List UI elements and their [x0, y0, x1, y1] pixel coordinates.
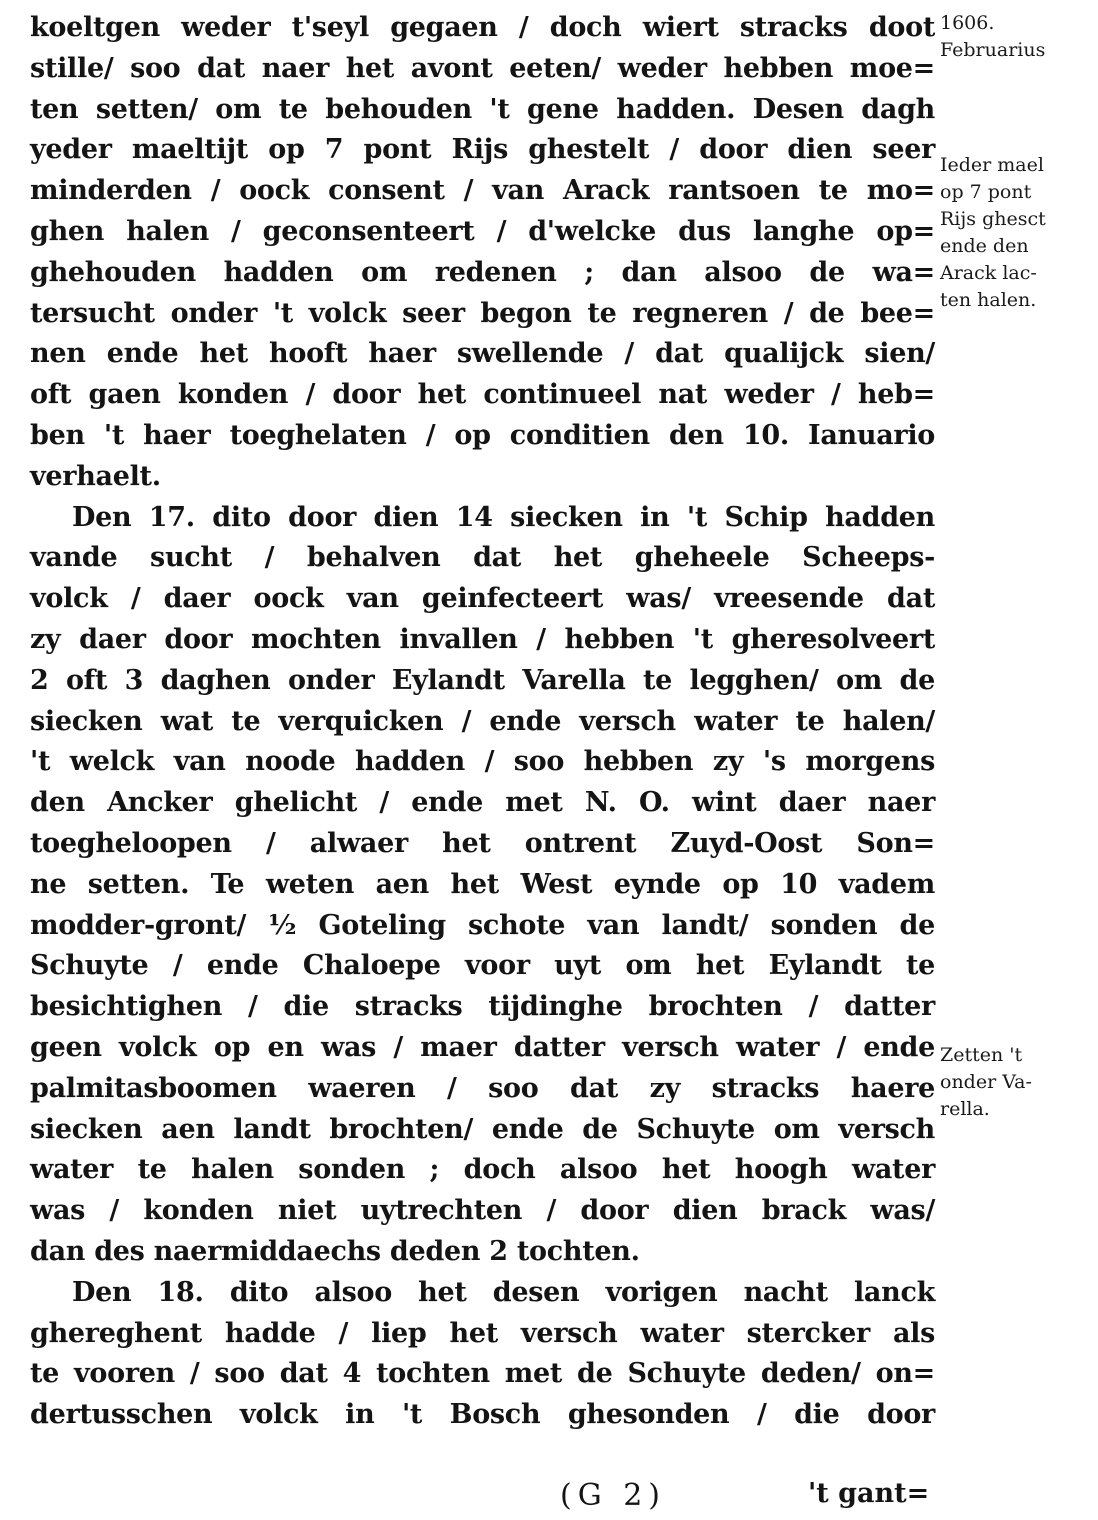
text-line: toegheloopen / alwaer het ontrent Zuyd-Oost Son=	[30, 827, 935, 859]
text-line: dan des naermiddaechs deden 2 tochten.	[30, 1235, 640, 1267]
text-line: Schuyte / ende Chaloepe voor uyt om het Eylandt te	[30, 950, 935, 982]
text-line: nen ende het hooft haer swellende / dat qualijck sien/	[30, 338, 935, 370]
text-line: verhaelt.	[30, 460, 161, 492]
text-line: tersucht onder 't volck seer begon te regneren / de bee=	[30, 297, 935, 329]
text-line: geen volck op en was / maer datter versch water / ende	[30, 1031, 935, 1063]
paragraph-start-line: Den 17. dito door dien 14 siecken in 't Schip hadden	[72, 501, 935, 533]
text-line: oft gaen konden / door het continueel nat weder / heb=	[30, 379, 935, 411]
signature-mark: (G 2)	[560, 1478, 666, 1513]
text-line: ten setten/ om te behouden 't gene hadden. Desen dagh	[30, 93, 935, 125]
text-line: den Ancker ghelicht / ende met N. O. wint daer naer	[30, 787, 935, 819]
text-line: water te halen sonden ; doch alsoo het hoogh water	[30, 1154, 935, 1186]
margin-note-line: Rijs ghesct	[940, 208, 1046, 230]
text-line: 2 oft 3 daghen onder Eylandt Varella te legghen/ om de	[30, 664, 935, 696]
text-line: te vooren / soo dat 4 tochten met de Schuyte deden/ on=	[30, 1358, 935, 1390]
text-line: palmitasboomen waeren / soo dat zy stracks haere	[30, 1072, 935, 1104]
margin-note-rice-ration	[940, 152, 1090, 314]
text-line: besichtighen / die stracks tijdinghe brochten / datter	[30, 991, 935, 1023]
text-line: was / konden niet uytrechten / door dien brack was/	[30, 1195, 935, 1227]
paragraph-start-line: Den 18. dito alsoo het desen vorigen nacht lanck	[72, 1276, 935, 1308]
margin-note-line: 1606.	[940, 12, 995, 34]
text-line: minderden / oock consent / van Arack rantsoen te mo=	[30, 175, 935, 207]
margin-note-line: Ieder mael	[940, 154, 1044, 176]
margin-note-line: Zetten 't	[940, 1044, 1023, 1066]
margin-note-varella	[940, 1042, 1090, 1123]
text-line: ghereghent hadde / liep het versch water stercker als	[30, 1317, 935, 1349]
catchword: 't gant=	[808, 1478, 930, 1509]
margin-note-line: ten halen.	[940, 289, 1037, 311]
text-line: volck / daer oock van geinfecteert was/ vreesende dat	[30, 583, 935, 615]
text-line: modder-gront/ ½ Goteling schote van landt/ sonden de	[30, 909, 935, 941]
text-line: stille/ soo dat naer het avont eeten/ weder hebben moe=	[30, 52, 935, 84]
main-text-column	[30, 8, 935, 1436]
text-line: 't welck van noode hadden / soo hebben zy 's morgens	[30, 746, 935, 778]
text-line: vande sucht / behalven dat het gheheele Scheeps-	[30, 542, 935, 574]
text-line: siecken wat te verquicken / ende versch water te halen/	[30, 705, 935, 737]
text-line: ben 't haer toeghelaten / op conditien den 10. Ianuario	[30, 419, 935, 451]
text-line: yeder maeltijt op 7 pont Rijs ghestelt / door dien seer	[30, 134, 935, 166]
text-line: koeltgen weder t'seyl gegaen / doch wiert stracks doot	[30, 12, 935, 43]
text-line: dertusschen volck in 't Bosch ghesonden / die door	[30, 1399, 935, 1431]
text-line: ne setten. Te weten aen het West eynde op 10 vadem	[30, 868, 935, 900]
margin-note-line: op 7 pont	[940, 181, 1032, 203]
margin-note-line: onder Va-	[940, 1071, 1032, 1093]
margin-note-line: ende den	[940, 235, 1029, 257]
text-line: ghen halen / geconsenteert / d'welcke dus langhe op=	[30, 215, 935, 247]
text-line: siecken aen landt brochten/ ende de Schuyte om versch	[30, 1113, 935, 1145]
margin-note-line: rella.	[940, 1098, 990, 1120]
text-line: ghehouden hadden om redenen ; dan alsoo de wa=	[30, 256, 935, 288]
margin-note-line: Februarius	[940, 39, 1046, 61]
margin-note-line: Arack lac-	[940, 262, 1037, 284]
text-line: zy daer door mochten invallen / hebben 't gheresolveert	[30, 623, 935, 655]
margin-note-date	[940, 10, 1090, 64]
